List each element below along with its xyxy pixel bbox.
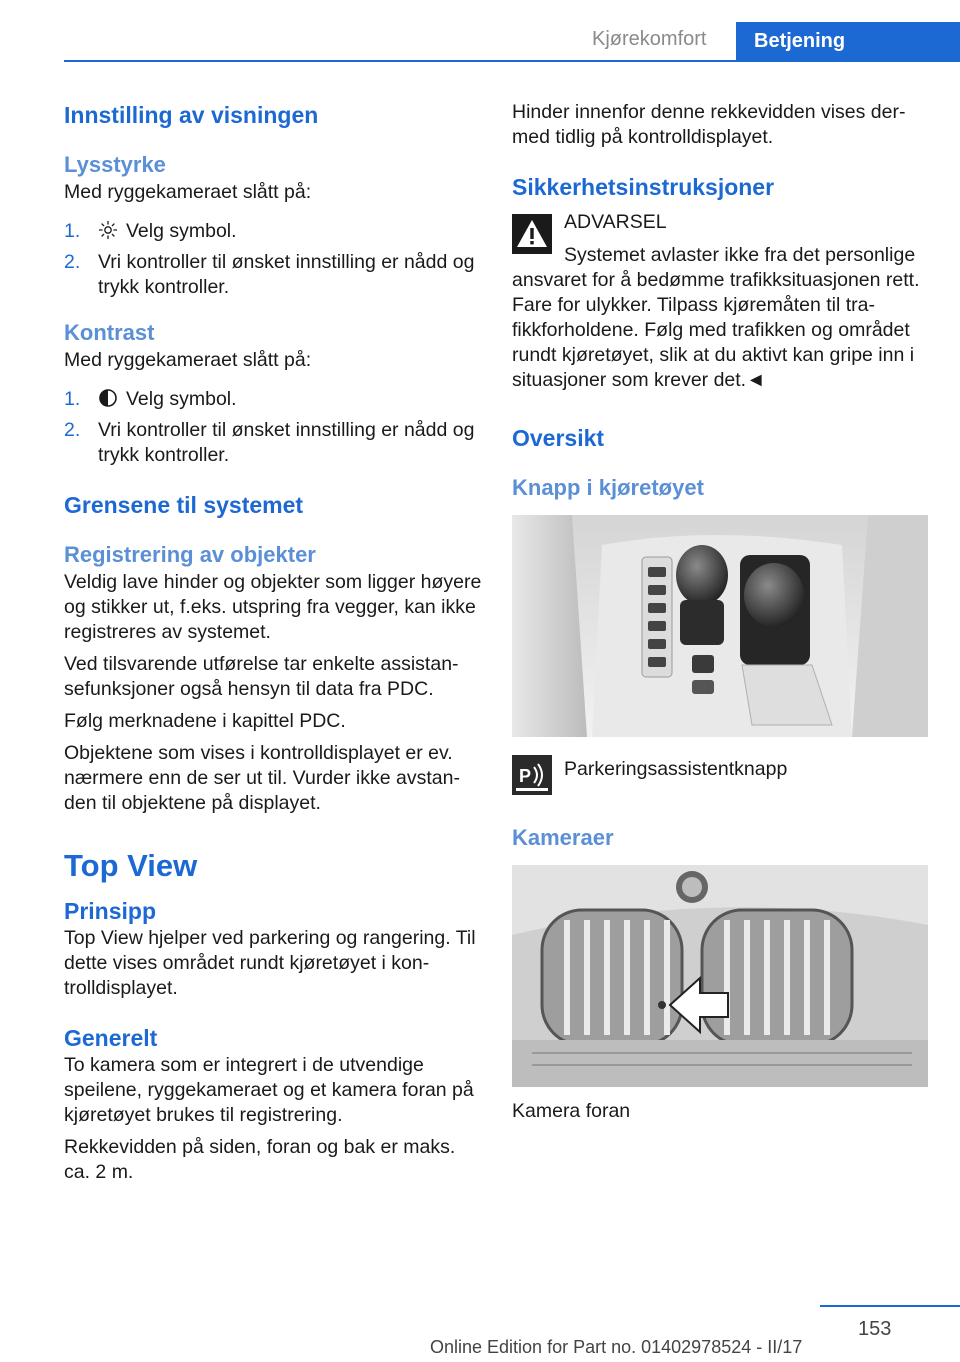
list-item — [64, 219, 484, 244]
lysstyrke-steps — [64, 219, 484, 300]
heading-prinsipp: Prinsipp — [64, 898, 157, 924]
kontrast-intro: Med ryggekameraet slått på: — [64, 349, 312, 371]
edition-footer: Online Edition for Part no. 01402978524 - II/17 — [430, 1337, 803, 1357]
paragraph: Følg merknadene i kapittel PDC. — [64, 710, 346, 732]
paragraph: Hinder innenfor denne rekkevidden vises dermed tidlig på kontrolldisplayet. — [512, 101, 906, 148]
step-number: 2. — [64, 419, 81, 441]
lysstyrke-intro: Med ryggekameraet slått på: — [64, 181, 312, 203]
list-item — [64, 418, 484, 468]
step-number: 1. — [64, 220, 81, 242]
heading-sikkerhet: Sikkerhetsinstruksjoner — [512, 174, 775, 200]
page-number: 153 — [858, 1318, 892, 1340]
brightness-icon — [98, 220, 118, 240]
button-caption: Parkeringsassistentknapp — [564, 757, 788, 780]
heading-generelt: Generelt — [64, 1025, 158, 1051]
footer-rule — [820, 1305, 960, 1307]
warning-label: ADVARSEL — [564, 211, 667, 233]
heading-lysstyrke: Lysstyrke — [64, 152, 166, 177]
list-item — [64, 250, 484, 300]
paragraph: Objektene som vises i kontrolldisplayet er ev. nærmere enn de ser ut til. Vurder ikke avstanden til objektene på displayet. — [64, 742, 460, 814]
heading-innstilling: Innstilling av visningen — [64, 102, 319, 128]
step-text: Velg symbol. — [126, 388, 237, 410]
list-item — [64, 387, 484, 412]
paragraph: Veldig lave hinder og objekter som ligger høyere og stikker ut, f.eks. utspring fra vegger, kan ikke registreres av systemet. — [64, 571, 482, 643]
heading-grensene: Grensene til systemet — [64, 492, 304, 518]
paragraph: Ved tilsvarende utførelse tar enkelte assistansefunksjoner også hensyn til data fra PDC. — [64, 653, 459, 700]
step-number: 2. — [64, 251, 81, 273]
contrast-icon — [98, 388, 118, 408]
paragraph: Rekkevidden på siden, foran og bak er maks. ca. 2 m. — [64, 1136, 456, 1183]
svg-text:P: P — [519, 766, 532, 786]
paragraph: To kamera som er integrert i de utvendige speilene, ryggekameraet og et kamera foran på kjøretøyet brukes til registrering. — [64, 1054, 474, 1126]
warning-block — [512, 210, 928, 268]
step-text: Velg symbol. — [126, 220, 237, 242]
camera-caption: Kamera foran — [512, 1100, 631, 1122]
warning-first-line: Systemet avlaster ikke fra det personlige — [564, 244, 916, 266]
center-console-image — [512, 515, 928, 737]
heading-kameraer: Kameraer — [512, 825, 614, 850]
heading-knapp: Knapp i kjøretøyet — [512, 475, 704, 500]
kontrast-steps — [64, 387, 484, 468]
heading-oversikt: Oversikt — [512, 425, 605, 451]
warning-text: ansvaret for å bedømme trafikksituasjonen rett. Fare for ulykker. Tilpass kjøremåten til trafikkforholdene. Følg med trafikken og området rundt kjøretøyet, slik at du aktivt kan gripe inn i situasjoner som krever det.◄ — [512, 269, 920, 391]
header-active-tab[interactable]: Betjening — [736, 22, 960, 62]
button-legend — [512, 755, 928, 795]
heading-kontrast: Kontrast — [64, 320, 155, 345]
front-camera-image — [512, 865, 928, 1087]
step-text: Vri kontroller til ønsket innstilling er nådd og trykk kontroller. — [98, 251, 475, 298]
heading-registrering: Registrering av objekter — [64, 542, 316, 567]
step-number: 1. — [64, 388, 81, 410]
header-rule — [64, 60, 960, 62]
right-column — [512, 100, 928, 1124]
paragraph: Top View hjelper ved parkering og rangering. Til dette vises området rundt kjøretøyet i kontrolldisplayet. — [64, 927, 476, 999]
header-section-tab[interactable]: Kjørekomfort — [592, 28, 707, 50]
parking-assistant-icon — [512, 755, 552, 795]
left-column — [64, 100, 484, 1185]
heading-topview: Top View — [64, 848, 198, 883]
warning-icon — [512, 214, 552, 254]
step-text: Vri kontroller til ønsket innstilling er nådd og trykk kontroller. — [98, 419, 475, 466]
